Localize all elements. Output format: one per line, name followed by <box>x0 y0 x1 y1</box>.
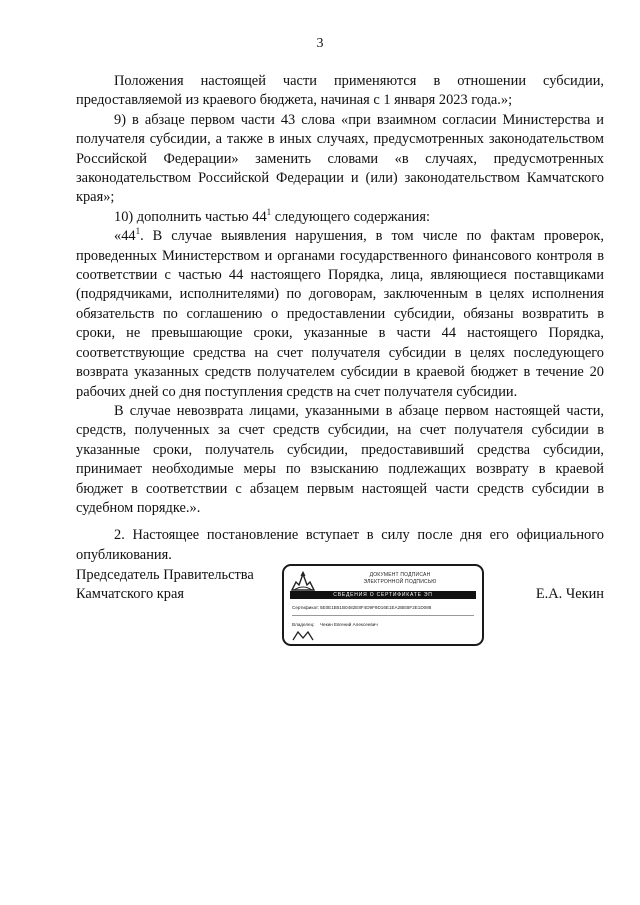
stamp-certificate-header: СВЕДЕНИЯ О СЕРТИФИКАТЕ ЭП <box>290 591 476 599</box>
page-number: 3 <box>316 36 324 51</box>
owner-label: Владелец: <box>292 622 315 627</box>
superscript: 1 <box>135 226 141 237</box>
paragraph-1: Положения настоящей части применяются в отношении субсидии, предоставляемой из краевого бюджета, начиная с 1 января 2023 года.»; <box>76 73 604 109</box>
signer-position <box>76 566 254 605</box>
paragraph-3-text-end: следующего содержания: <box>271 208 430 225</box>
stamp-certificate-row <box>292 605 476 611</box>
paragraph-6: 2. Настоящее постановление вступает в силу после дня его официального опубликования. <box>76 527 604 563</box>
signer-position-line-1: Председатель Правительства <box>76 567 254 583</box>
document-body <box>76 72 604 565</box>
certificate-label: Сертификат: <box>292 605 320 610</box>
electronic-signature-stamp <box>282 564 484 646</box>
coat-of-arms-icon <box>290 570 316 592</box>
paragraph-4-text-end: . В случае выявления нарушения, в том числе по фактам проверок, проведенных Министерством и органами государственного финансового контроля в соответствии с частью 44 настоящего Порядка, лица, являющиеся поставщиками (подрядчиками, исполнителями) по договорам, заключенным в целях исполнения обязательств по соглашению о предоставлении субсидии, обязаны возвратить в сроки, не превышающие сроки, указанные в части 44 настоящего Порядка, соответствующие средства на счет получателя субсидии в целях последующего возврата указанных средств получателем субсидии в краевой бюджет в течение 20 рабочих дней со дня поступления средств на счет получателя субсидии. <box>76 228 604 400</box>
paragraph-3-text: 10) дополнить частью 44 <box>114 208 267 225</box>
paragraph-3 <box>76 208 604 227</box>
stamp-owner-row <box>292 622 476 628</box>
certificate-value: 5E0E1B51B0482E8F4D9F9D16E1EA2BEBF2E1D088 <box>320 605 432 610</box>
emblem-mark-icon <box>290 628 316 642</box>
stamp-title-line-2: ЭЛЕКТРОННОЙ ПОДПИСЬЮ <box>363 578 437 585</box>
paragraph-4 <box>76 227 604 402</box>
stamp-divider <box>292 615 474 616</box>
stamp-title-line-1: ДОКУМЕНТ ПОДПИСАН <box>369 572 431 578</box>
paragraph-4-text: «44 <box>114 228 136 245</box>
owner-value: Чекин Евгений Алексеевич <box>320 622 378 627</box>
paragraph-2: 9) в абзаце первом части 43 слова «при взаимном согласии Министерства и получателя субсидии, а также в иных случаях, предусмотренных законодательством Российской Федерации» заменить словами «в случаях, предусмотренных законодательством Российской Федерации и (или) законодательством Камчатского края»; <box>76 111 604 206</box>
superscript: 1 <box>266 207 272 218</box>
signer-position-line-2: Камчатского края <box>76 586 184 603</box>
stamp-title <box>324 572 476 585</box>
signer-name: Е.А. Чекин <box>535 586 604 602</box>
paragraph-5: В случае невозврата лицами, указанными в абзаце первом настоящей части, средств, полученных за счет средств субсидии, на счет получателя субсидии в указанные сроки, получатель субсидии, предоставивший средства субсидии, принимает необходимые меры по взысканию подлежащих возврату в краевой бюджет в соответствии с абзацем первым настоящей части средств субсидии в судебном порядке.». <box>76 402 604 516</box>
